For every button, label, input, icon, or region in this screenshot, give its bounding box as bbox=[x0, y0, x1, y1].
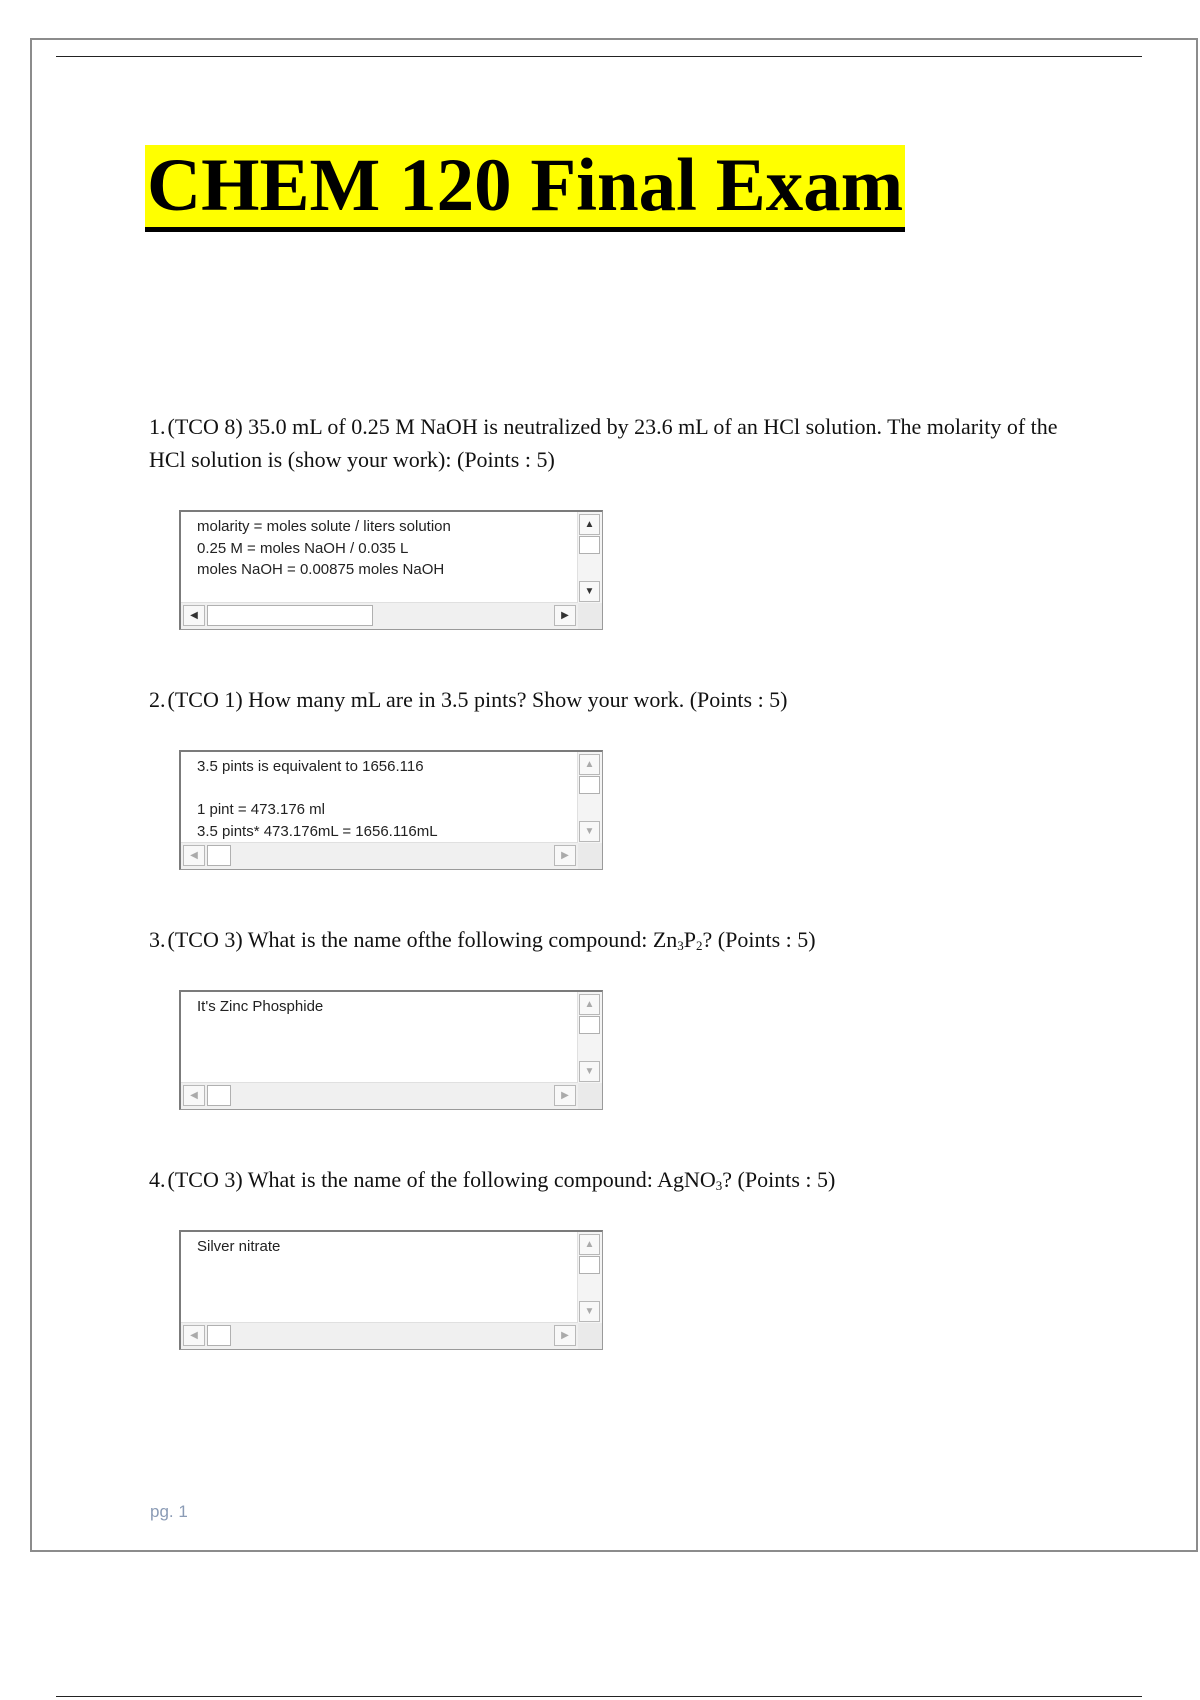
question-text-part: (TCO 3) What is the name of the following compound: AgNO bbox=[167, 1167, 716, 1192]
answer-textarea-2[interactable] bbox=[179, 750, 603, 870]
answer-textarea-4[interactable] bbox=[179, 1230, 603, 1350]
scroll-left-icon[interactable]: ◀ bbox=[183, 1325, 205, 1346]
answer-textarea-3[interactable] bbox=[179, 990, 603, 1110]
bottom-rule bbox=[56, 1696, 1142, 1697]
question-text bbox=[168, 1167, 836, 1192]
horizontal-scrollbar[interactable] bbox=[181, 842, 578, 869]
subscript: 2 bbox=[696, 938, 703, 953]
question-number: 3. bbox=[149, 927, 166, 952]
question-4 bbox=[149, 1163, 1089, 1196]
question-text-part: ? (Points : 5) bbox=[722, 1167, 836, 1192]
document-title: CHEM 120 Final Exam bbox=[145, 145, 905, 232]
vertical-scrollbar[interactable] bbox=[577, 1232, 602, 1324]
vertical-scrollbar[interactable] bbox=[577, 512, 602, 604]
scrollbar-corner bbox=[578, 603, 602, 629]
scroll-up-icon[interactable]: ▲ bbox=[579, 754, 600, 775]
answer-text: Silver nitrate bbox=[197, 1238, 281, 1255]
scroll-up-icon[interactable]: ▲ bbox=[579, 994, 600, 1015]
page-number: pg. 1 bbox=[150, 1502, 188, 1521]
question-text: (TCO 8) 35.0 mL of 0.25 M NaOH is neutralized by 23.6 mL of an HCl solution. The molarity of the HCl solution is (show your work): (Points : 5) bbox=[149, 414, 1058, 472]
scroll-thumb[interactable] bbox=[207, 1325, 231, 1346]
horizontal-scrollbar[interactable] bbox=[181, 602, 578, 629]
scroll-thumb[interactable] bbox=[207, 605, 373, 626]
scroll-right-icon[interactable]: ▶ bbox=[554, 1325, 576, 1346]
scroll-up-icon[interactable]: ▲ bbox=[579, 514, 600, 535]
question-text: (TCO 1) How many mL are in 3.5 pints? Show your work. (Points : 5) bbox=[167, 687, 788, 712]
question-text-part: P bbox=[683, 927, 697, 952]
top-rule bbox=[56, 56, 1142, 57]
scrollbar-corner bbox=[578, 843, 602, 869]
subscript: 3 bbox=[677, 938, 684, 953]
answer-text: It's Zinc Phosphide bbox=[197, 998, 324, 1015]
scrollbar-corner bbox=[578, 1323, 602, 1349]
horizontal-scrollbar[interactable] bbox=[181, 1082, 578, 1109]
question-number: 4. bbox=[149, 1167, 166, 1192]
answer-text: molarity = moles solute / liters solution 0.25 M = moles NaOH / 0.035 L moles NaOH = 0.00875 moles NaOH bbox=[197, 518, 451, 578]
scroll-thumb[interactable] bbox=[579, 536, 600, 554]
scroll-right-icon[interactable]: ▶ bbox=[554, 605, 576, 626]
scroll-up-icon[interactable]: ▲ bbox=[579, 1234, 600, 1255]
subscript: 3 bbox=[715, 1178, 723, 1193]
scroll-thumb[interactable] bbox=[207, 845, 231, 866]
answer-textarea-1[interactable] bbox=[179, 510, 603, 630]
question-number: 2. bbox=[149, 687, 166, 712]
horizontal-scrollbar[interactable] bbox=[181, 1322, 578, 1349]
scroll-left-icon[interactable]: ◀ bbox=[183, 1085, 205, 1106]
scroll-right-icon[interactable]: ▶ bbox=[554, 1085, 576, 1106]
question-1 bbox=[149, 410, 1089, 476]
scroll-right-icon[interactable]: ▶ bbox=[554, 845, 576, 866]
scroll-thumb[interactable] bbox=[207, 1085, 231, 1106]
scroll-thumb[interactable] bbox=[579, 1256, 600, 1274]
vertical-scrollbar[interactable] bbox=[577, 752, 602, 844]
scroll-down-icon[interactable]: ▼ bbox=[579, 1301, 600, 1322]
answer-text: 3.5 pints is equivalent to 1656.116 1 pint = 473.176 ml 3.5 pints* 473.176mL = 1656.116mL bbox=[197, 758, 438, 840]
question-text-part: (TCO 3) What is the name ofthe following compound: Zn bbox=[167, 927, 678, 952]
question-text-part: ? (Points : 5) bbox=[702, 927, 816, 952]
scroll-thumb[interactable] bbox=[579, 776, 600, 794]
scrollbar-corner bbox=[578, 1083, 602, 1109]
scroll-left-icon[interactable]: ◀ bbox=[183, 845, 205, 866]
vertical-scrollbar[interactable] bbox=[577, 992, 602, 1084]
scroll-left-icon[interactable]: ◀ bbox=[183, 605, 205, 626]
question-3 bbox=[149, 923, 1089, 956]
question-number: 1. bbox=[149, 414, 166, 439]
scroll-thumb[interactable] bbox=[579, 1016, 600, 1034]
question-2 bbox=[149, 683, 1089, 716]
question-text bbox=[168, 927, 816, 952]
scroll-down-icon[interactable]: ▼ bbox=[579, 581, 600, 602]
scroll-down-icon[interactable]: ▼ bbox=[579, 1061, 600, 1082]
scroll-down-icon[interactable]: ▼ bbox=[579, 821, 600, 842]
